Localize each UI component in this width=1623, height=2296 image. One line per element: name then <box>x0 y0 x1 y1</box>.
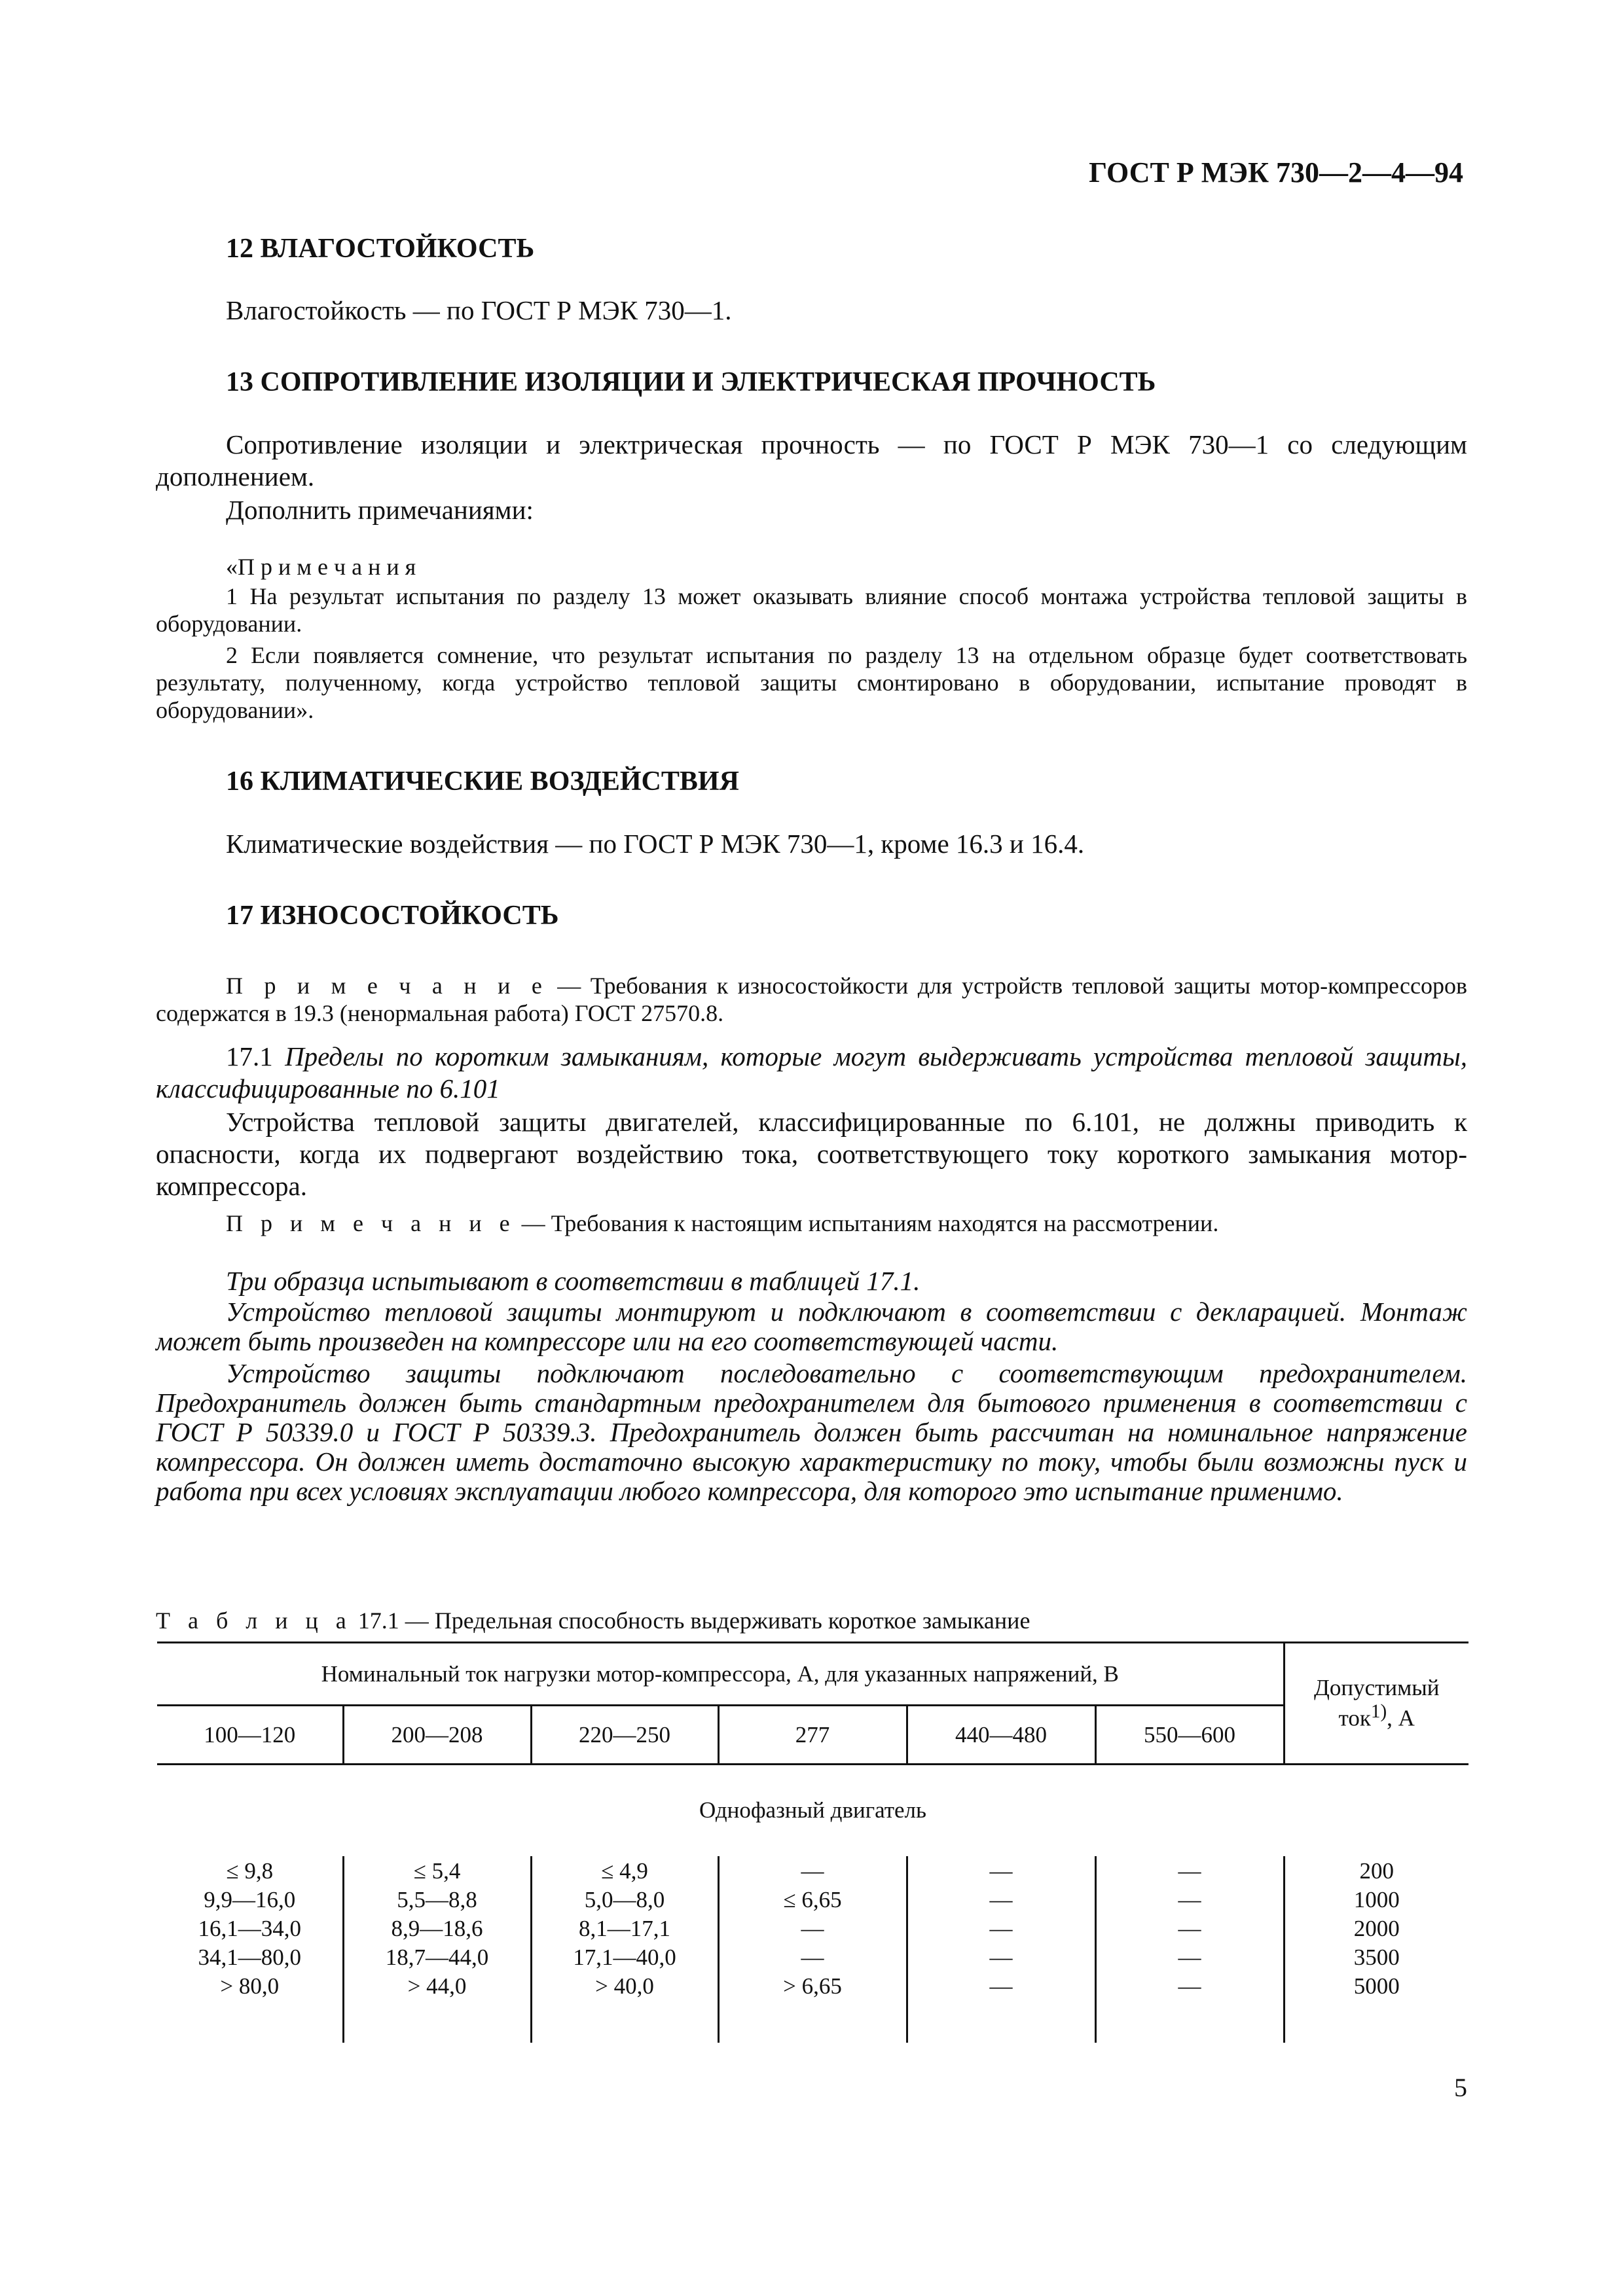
table-section-single-phase: Однофазный двигатель <box>699 1797 926 1823</box>
short-circuit-table <box>157 1641 1468 2043</box>
table-column <box>907 1856 1095 2043</box>
table-cell: 18,7—44,0 <box>385 1944 489 1970</box>
table-cell: 5,5—8,8 <box>397 1886 477 1912</box>
mounting-text: Устройство тепловой защиты монтируют и подключают в соответствии с декларацией. Монтаж может быть произведен на компрессоре или на его соответствующей части. <box>156 1297 1467 1356</box>
section-13-supplement: Дополнить примечаниями: <box>226 495 534 525</box>
voltage-header: 220—250 <box>531 1706 718 1765</box>
footnote-marker: 1) <box>1370 1701 1387 1723</box>
table-column <box>531 1856 718 2043</box>
table-cell: — <box>1178 1944 1201 1970</box>
fuse-text: Устройство защиты подключают последовательно с соответствующим предохранителем. Предохранитель должен быть стандартным предохранителем для бытового применения в соответствии с ГОСТ Р 50339.0 и ГОСТ Р 50339.3. Предохранитель должен быть рассчитан на номинальное напряжение компрессора. Он должен иметь достаточно высокую характеристику по току, чтобы были возможны пуск и работа при всех условиях эксплуатации любого компрессора, для которого это испытание применимо. <box>156 1358 1467 1506</box>
document-header: ГОСТ Р МЭК 730—2—4—94 <box>1089 156 1463 188</box>
table-cell: > 40,0 <box>595 1973 654 1999</box>
table-cell: 16,1—34,0 <box>198 1915 301 1941</box>
table-cell: 9,9—16,0 <box>204 1886 296 1912</box>
table-cell: ≤ 9,8 <box>226 1857 274 1884</box>
table-cell: > 44,0 <box>407 1973 467 1999</box>
table-cell: — <box>989 1973 1013 1999</box>
voltage-header: 550—600 <box>1095 1706 1284 1765</box>
table-cell: — <box>989 1886 1013 1912</box>
table-cell: 8,1—17,1 <box>579 1915 670 1941</box>
table-cell: ≤ 4,9 <box>601 1857 648 1884</box>
note-2: 2 Если появляется сомнение, что результат испытания по разделу 13 на отдельном образце будет соответствовать результату, полученному, когда устройство тепловой защиты смонтировано в оборудовании, испытание проводят в оборудовании». <box>156 642 1467 723</box>
table-caption-label: Т а б л и ц а <box>156 1607 352 1634</box>
table-cell: 5000 <box>1353 1973 1400 1999</box>
table-cell: ≤ 6,65 <box>783 1886 842 1912</box>
table-column <box>343 1856 531 2043</box>
table-cell: — <box>801 1857 824 1884</box>
table-column <box>1095 1856 1284 2043</box>
table-cell: 17,1—40,0 <box>573 1944 676 1970</box>
note-label: П р и м е ч а н и е <box>226 973 548 999</box>
table-cell: — <box>989 1915 1013 1941</box>
voltage-header: 200—208 <box>343 1706 531 1765</box>
table-column <box>1284 1856 1468 2043</box>
note-text: — Требования к настоящим испытаниям находятся на рассмотрении. <box>515 1210 1219 1236</box>
table-cell: — <box>801 1915 824 1941</box>
table-cell: ≤ 5,4 <box>413 1857 461 1884</box>
table-cell: 34,1—80,0 <box>198 1944 301 1970</box>
clause-17-1-note <box>156 1210 1467 1237</box>
table-cell: — <box>1178 1915 1201 1941</box>
voltage-header: 440—480 <box>907 1706 1095 1765</box>
table-cell: — <box>989 1944 1013 1970</box>
table-cell: 2000 <box>1353 1915 1400 1941</box>
section-16-text: Климатические воздействия — по ГОСТ Р МЭК 730—1, кроме 16.3 и 16.4. <box>226 829 1085 859</box>
voltage-header: 277 <box>718 1706 907 1765</box>
test-samples-text: Три образца испытывают в соответствии в таблицей 17.1. <box>226 1266 921 1296</box>
table-cell: — <box>1178 1973 1201 1999</box>
section-16-title: 16 КЛИМАТИЧЕСКИЕ ВОЗДЕЙСТВИЯ <box>226 766 739 797</box>
table-column <box>157 1856 343 2043</box>
clause-number: 17.1 <box>226 1041 285 1071</box>
clause-title: Пределы по коротким замыканиям, которые могут выдерживать устройства тепловой защиты, классифицированные по 6.101 <box>156 1041 1467 1103</box>
table-cell: 1000 <box>1353 1886 1400 1912</box>
table-caption-text: 17.1 — Предельная способность выдерживать короткое замыкание <box>352 1607 1030 1634</box>
table-caption <box>156 1607 1467 1634</box>
section-12-title: 12 ВЛАГОСТОЙКОСТЬ <box>226 234 535 264</box>
table-cell: — <box>1178 1857 1201 1884</box>
page-number: 5 <box>1454 2073 1467 2102</box>
section-17-note <box>156 972 1467 1027</box>
table-cell: 8,9—18,6 <box>391 1915 483 1941</box>
table-cell: — <box>801 1944 824 1970</box>
section-13-paragraph: Сопротивление изоляции и электрическая прочность — по ГОСТ Р МЭК 730—1 со следующим дополнением. <box>156 429 1467 492</box>
note-text: — Требования к износостойкости для устройств тепловой защиты мотор-компрессоров содержатся в 19.3 (ненормальная работа) ГОСТ 27570.8. <box>156 973 1467 1026</box>
table-column <box>718 1856 907 2043</box>
allowed-current-label: Допустимый ток <box>1313 1675 1440 1731</box>
table-cell: — <box>989 1857 1013 1884</box>
allowed-current-unit: , А <box>1387 1705 1415 1731</box>
section-13-title: 13 СОПРОТИВЛЕНИЕ ИЗОЛЯЦИИ И ЭЛЕКТРИЧЕСКАЯ ПРОЧНОСТЬ <box>226 367 1156 397</box>
table-cell: 3500 <box>1353 1944 1400 1970</box>
note-label: П р и м е ч а н и е <box>226 1210 516 1236</box>
table-cell: 200 <box>1359 1857 1394 1884</box>
notes-heading: «П р и м е ч а н и я <box>226 554 416 580</box>
note-1: 1 На результат испытания по разделу 13 может оказывать влияние способ монтажа устройства тепловой защиты в оборудовании. <box>156 583 1467 637</box>
clause-17-1-text: Устройства тепловой защиты двигателей, классифицированные по 6.101, не должны приводить к опасности, когда их подвергают воздействию тока, соответствующего току короткого замыкания мотор-компрессора. <box>156 1107 1467 1201</box>
table-cell: — <box>1178 1886 1201 1912</box>
table-group-header: Номинальный ток нагрузки мотор-компрессора, А, для указанных напряжений, В <box>157 1643 1284 1706</box>
section-12-text: Влагостойкость — по ГОСТ Р МЭК 730—1. <box>226 295 732 325</box>
table-cell: > 80,0 <box>220 1973 280 1999</box>
table-cell: > 6,65 <box>783 1973 842 1999</box>
clause-17-1-heading <box>156 1041 1467 1105</box>
voltage-header: 100—120 <box>157 1706 343 1765</box>
table-header-allowed-current <box>1284 1643 1468 1765</box>
table-cell: 5,0—8,0 <box>584 1886 665 1912</box>
section-17-title: 17 ИЗНОСОСТОЙКОСТЬ <box>226 901 559 931</box>
